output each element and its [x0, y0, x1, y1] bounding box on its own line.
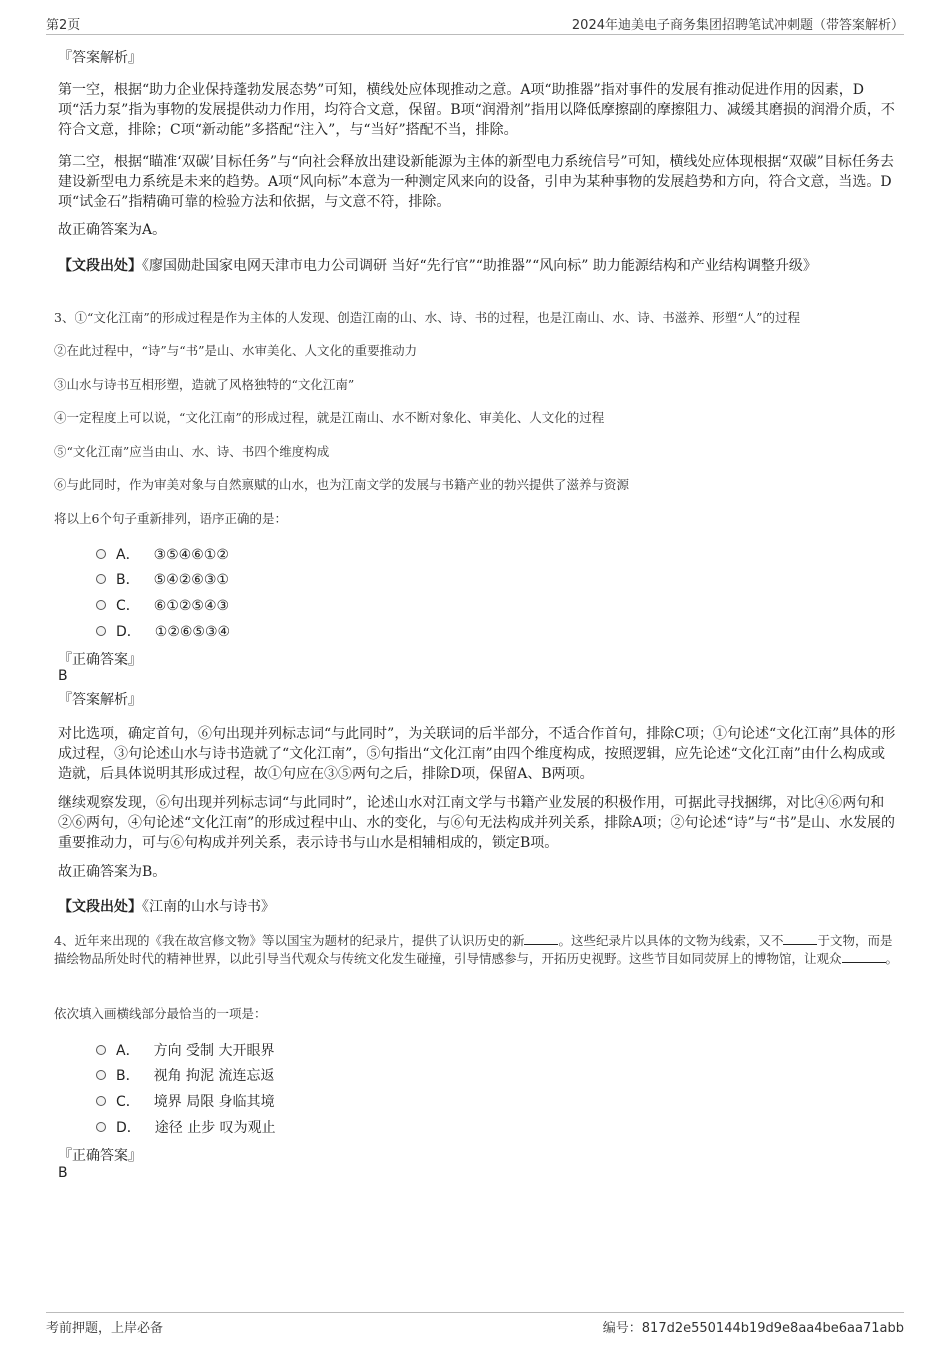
document-id: 编号：817d2e550144b19d9e8aa4be6aa71abb [602, 1321, 904, 1336]
q3-prompt: 将以上6个句子重新排列，语序正确的是： [54, 511, 287, 526]
page-footer [46, 1312, 904, 1337]
q4-option-c[interactable]: C． 境界 局限 身临其境 [96, 1092, 275, 1112]
radio-button[interactable] [96, 600, 106, 610]
radio-button[interactable] [96, 1096, 106, 1106]
source-tag: 【文段出处】 [58, 899, 142, 915]
q3-sentence-5: ⑤“文化江南”应当由山、水、诗、书四个维度构成 [54, 444, 330, 459]
q3-sentence-6: ⑥与此同时，作为审美对象与自然禀赋的山水，也为江南文学的发展与书籍产业的勃兴提供了滋养与资源 [54, 477, 630, 492]
q3-correct-answer: B [58, 668, 68, 684]
q4-option-d[interactable]: D． 途径 止步 叹为观止 [96, 1118, 276, 1138]
q4-correct-tag: 『正确答案』 [58, 1148, 142, 1164]
q3-option-d[interactable]: D． ①②⑥⑤③④ [96, 622, 230, 642]
page-number: 第2页 [46, 18, 81, 33]
page-header [46, 12, 904, 35]
q4-option-a[interactable]: A． 方向 受制 大开眼界 [96, 1041, 274, 1061]
q3-analysis-tag: 『答案解析』 [58, 692, 142, 708]
q3-analysis-para-1: 对比选项，确定首句，⑥句出现并列标志词“与此同时”，为关联词的后半部分，不适合作首句，排除C项；①句论述“文化江南”具体的形成过程，③句论述山水与诗书造就了“文化江南”，⑤句指出“文化江南”由四个维度构成，按照逻辑，应先论述“文化江南”由什么构成或造就，后具体说明其形成过程，故①句应在③⑤两句之后，排除D项，保留A、B两项。 [58, 726, 896, 782]
q4-correct-answer: B [58, 1165, 68, 1181]
radio-button[interactable] [96, 549, 106, 559]
q3-sentence-1: 3、①“文化江南”的形成过程是作为主体的人发现、创造江南的山、水、诗、书的过程，也是江南山、水、诗、书滋养、形塑“人”的过程 [54, 310, 801, 325]
fill-blank [783, 932, 817, 945]
q2-source [58, 256, 896, 276]
fill-blank [524, 932, 558, 945]
source-text: 《江南的山水与诗书》 [142, 899, 275, 915]
q3-option-a[interactable]: A． ③⑤④⑥①② [96, 545, 229, 565]
q2-analysis-para-1: 第一空，根据“助力企业保持蓬勃发展态势”可知，横线处应体现推动之意。A项“助推器”指对事件的发展有推动促进作用的因素，D项“活力泵”指为事物的发展提供动力作用，均符合文意，保留。B项“润滑剂”指用以降低摩擦副的摩擦阻力、减缓其磨损的润滑介质，不符合文意，排除；C项“新动能”多搭配“注入”，与“当好”搭配不当，排除。 [58, 82, 895, 138]
q4-prompt: 依次填入画横线部分最恰当的一项是： [54, 1006, 267, 1021]
q3-correct-tag: 『正确答案』 [58, 652, 142, 668]
q3-option-b[interactable]: B． ⑤④②⑥③① [96, 570, 229, 590]
q3-sentence-2: ②在此过程中，“诗”与“书”是山、水审美化、人文化的重要推动力 [54, 343, 418, 358]
radio-button[interactable] [96, 1045, 106, 1055]
q3-source [58, 897, 896, 917]
radio-button[interactable] [96, 626, 106, 636]
q3-conclusion: 故正确答案为B。 [58, 864, 167, 880]
q3-sentence-4: ④一定程度上可以说，“文化江南”的形成过程，就是江南山、水不断对象化、审美化、人文化的过程 [54, 410, 605, 425]
q3-analysis-para-2: 继续观察发现，⑥句出现并列标志词“与此同时”，论述山水对江南文学与书籍产业发展的积极作用，可据此寻找捆绑，对比④⑥两句和②⑥两句，④句论述“文化江南”的形成过程中山、水的变化，与⑥句无法构成并列关系，排除A项；②句论述“诗”与“书”是山、水发展的重要推动力，可与⑥句构成并列关系，表示诗书与山水是相辅相成的，锁定B项。 [58, 795, 896, 851]
q3-sentence-3: ③山水与诗书互相形塑，造就了风格独特的“文化江南” [54, 377, 355, 392]
radio-button[interactable] [96, 1122, 106, 1132]
footer-slogan: 考前押题，上岸必备 [46, 1321, 164, 1336]
q2-conclusion: 故正确答案为A。 [58, 222, 167, 238]
radio-button[interactable] [96, 574, 106, 584]
radio-button[interactable] [96, 1070, 106, 1080]
source-tag: 【文段出处】 [58, 258, 142, 274]
document-title: 2024年迪美电子商务集团招聘笔试冲刺题（带答案解析） [571, 18, 904, 33]
q2-analysis-para-2: 第二空，根据“瞄准‘双碳’目标任务”与“向社会释放出建设新能源为主体的新型电力系统信号”可知，横线处应体现根据“双碳”目标任务去建设新型电力系统是未来的趋势。A项“风向标”本意为一种测定风来向的设备，引申为某种事物的发展趋势和方向，符合文意，当选。D项“试金石”指精确可靠的检验方法和依据，与文意不符，排除。 [58, 154, 894, 210]
q4-stem: 4、近年来出现的《我在故宫修文物》等以国宝为题材的纪录片，提供了认识历史的新 。这些纪录片以具体的文物为线索，又不 于文物，而是描绘物品所处时代的精神世界，以此引导当代观众与传统文化发生碰撞，引导情感参与，开拓历史视野。这些节目如同荧屏上的博物馆，让观众 。 [54, 933, 899, 966]
source-text: 《廖国勋赴国家电网天津市电力公司调研 当好“先行官”“助推器”“风向标” 助力能源结构和产业结构调整升级》 [142, 258, 817, 274]
fill-blank [842, 950, 886, 963]
q4-option-b[interactable]: B． 视角 拘泥 流连忘返 [96, 1066, 275, 1086]
q2-analysis-tag: 『答案解析』 [58, 50, 142, 66]
q3-option-c[interactable]: C． ⑥①②⑤④③ [96, 596, 229, 616]
